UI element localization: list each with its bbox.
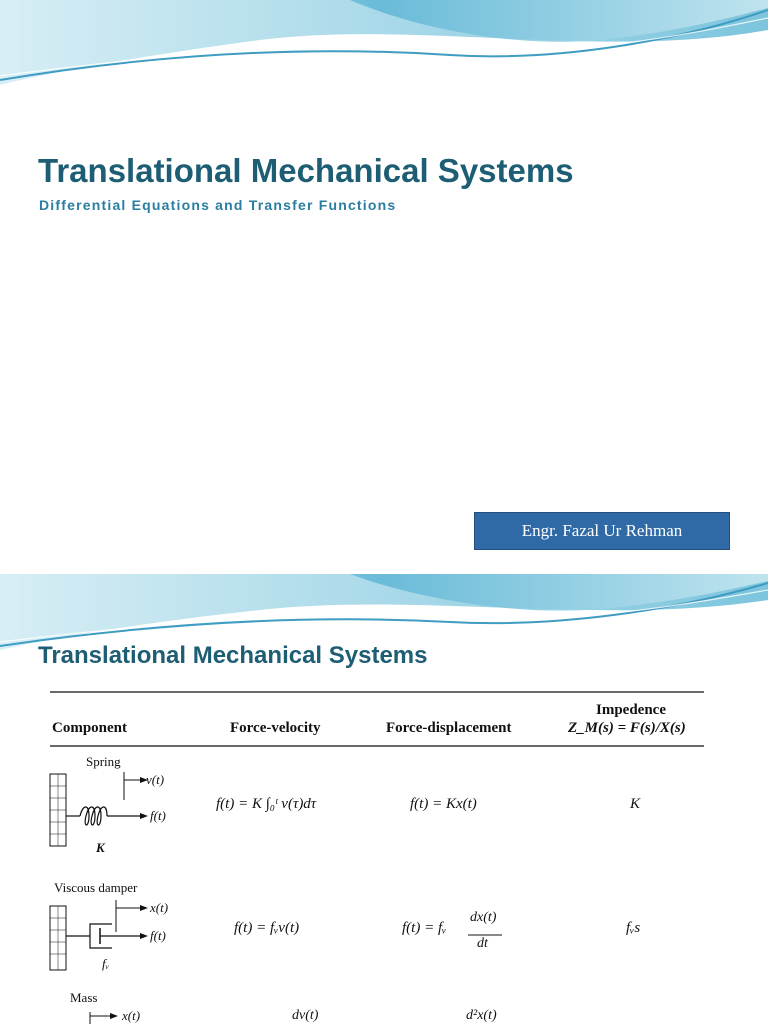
cell-force-displacement: f(t) = Kx(t): [410, 796, 477, 812]
cell-impedance: fᵥs: [626, 920, 641, 936]
header-impedance: Impedence: [596, 702, 666, 718]
spring-diagram: [50, 772, 148, 846]
fraction-numerator: d²x(t): [466, 1008, 497, 1023]
fraction-denominator: dt: [477, 936, 488, 951]
spring-constant-label: K: [96, 840, 105, 855]
slide-title: Translational Mechanical Systems: [38, 152, 574, 189]
label-velocity: v(t): [146, 772, 165, 787]
fraction-numerator: dv(t): [292, 1008, 319, 1023]
cell-force-displacement: f(t) = fᵥ: [402, 920, 447, 936]
label-displacement: x(t): [150, 900, 169, 915]
damper-coefficient-label: fᵥ: [102, 956, 110, 971]
header-force-velocity: Force-velocity: [230, 720, 321, 736]
cell-force-velocity: f(t) = fᵥv(t): [234, 920, 300, 936]
header-component: Component: [52, 720, 128, 736]
row-name: Viscous damper: [54, 880, 138, 895]
cell-force-velocity: f(t) = K ∫₀ᵗ v(τ)dτ: [216, 796, 317, 812]
header-force-displacement: Force-displacement: [386, 720, 512, 736]
author-box: [474, 512, 730, 550]
component-table: [40, 674, 722, 1024]
damper-diagram: [50, 900, 148, 970]
slide-subtitle: Differential Equations and Transfer Functions: [39, 197, 397, 213]
label-displacement: x(t): [122, 1008, 141, 1023]
header-impedance-formula: Z_M(s) = F(s)/X(s): [568, 720, 686, 736]
author-name: Engr. Fazal Ur Rehman: [521, 521, 683, 540]
slide-title: Translational Mechanical Systems: [38, 642, 428, 669]
table-slide: [0, 574, 768, 1024]
decorative-wave-header: [0, 0, 768, 120]
row-name: Spring: [86, 754, 121, 769]
fraction-numerator: dx(t): [470, 910, 497, 925]
label-force: f(t): [150, 928, 166, 943]
label-force: f(t): [150, 808, 166, 823]
cell-impedance: K: [630, 796, 641, 812]
mass-diagram: [90, 1012, 118, 1024]
row-name: Mass: [70, 990, 98, 1005]
